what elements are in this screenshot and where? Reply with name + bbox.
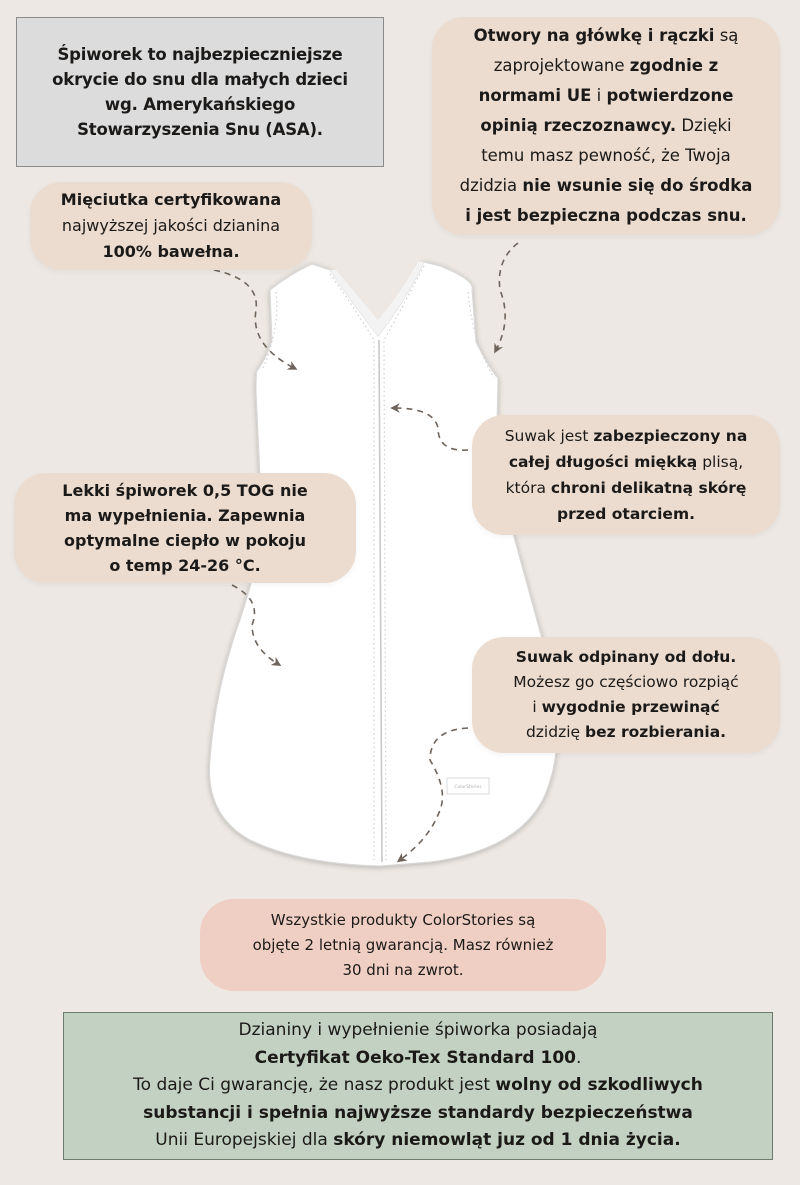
openings-text: zaprojektowane bbox=[493, 56, 630, 75]
bottom-zip-line-4 bbox=[526, 720, 726, 745]
bottom-zip-line-3 bbox=[532, 695, 719, 720]
openings-bold: potwierdzone bbox=[606, 86, 734, 105]
brand-label: ColorStories bbox=[454, 785, 482, 790]
tog-line: o temp 24-26 °C. bbox=[109, 556, 261, 575]
tog-line: optymalne ciepło w pokoju bbox=[64, 531, 306, 550]
openings-text: są bbox=[714, 26, 739, 45]
zipper-line-4: przed otarciem. bbox=[557, 505, 695, 523]
openings-bold: Otwory na główkę i rączki bbox=[473, 26, 715, 45]
warranty-line: objęte 2 letnią gwarancją. Masz również bbox=[252, 935, 554, 954]
cert-bold: skóry niemowląt juz od 1 dnia życia. bbox=[333, 1130, 681, 1151]
cert-standard-name: Certyfikat Oeko-Tex Standard 100 bbox=[254, 1047, 576, 1068]
cert-line-2 bbox=[255, 1045, 582, 1073]
bottom-zip-text: dzidzię bbox=[525, 723, 585, 741]
intro-line: okrycie do snu dla małych dzieci bbox=[52, 70, 348, 89]
bottom-zip-bold: bez rozbierania. bbox=[584, 723, 727, 741]
cert-text: To daje Ci gwarancję, że nasz produkt jest bbox=[133, 1075, 496, 1096]
zipper-callout bbox=[472, 415, 780, 535]
openings-line-6 bbox=[460, 171, 753, 201]
cotton-title: Mięciutka certyfikowana bbox=[60, 190, 282, 209]
zipper-text: Suwak jest bbox=[504, 427, 594, 445]
cert-line-3 bbox=[133, 1072, 703, 1100]
zipper-bold: zabezpieczony na bbox=[593, 427, 748, 445]
intro-line: wg. Amerykańskiego bbox=[104, 95, 296, 114]
openings-line-5: temu masz pewność, że Twoja bbox=[481, 146, 731, 165]
tog-line: ma wypełnienia. Zapewnia bbox=[64, 506, 306, 525]
openings-line-2 bbox=[494, 51, 719, 81]
cotton-desc: najwyższej jakości dzianina bbox=[61, 216, 281, 235]
openings-bold: normami UE bbox=[478, 86, 592, 105]
openings-text: i bbox=[591, 86, 607, 105]
zipper-bold: całej długości miękką bbox=[508, 453, 698, 471]
bottom-zip-title: Suwak odpinany od dołu. bbox=[515, 648, 737, 666]
warranty-line: Wszystkie produkty ColorStories są bbox=[270, 910, 536, 929]
intro-safety-box bbox=[16, 17, 384, 167]
openings-text: dzidzia bbox=[459, 176, 523, 195]
zipper-text: plisą, bbox=[697, 453, 744, 471]
openings-text: Dzięki bbox=[676, 116, 732, 135]
openings-bold: zgodnie z bbox=[629, 56, 719, 75]
cert-text: Unii Europejskiej dla bbox=[155, 1130, 334, 1151]
zipper-line-2 bbox=[509, 449, 743, 475]
bottom-zip-text: i bbox=[532, 698, 542, 716]
openings-bold: opinią rzeczoznawcy. bbox=[480, 116, 677, 135]
cert-line-5 bbox=[155, 1127, 680, 1155]
cert-line-1: Dzianiny i wypełnienie śpiworka posiadają bbox=[238, 1020, 598, 1041]
cert-text: . bbox=[575, 1047, 582, 1068]
warranty-line: 30 dni na zwrot. bbox=[342, 960, 464, 979]
openings-line-1 bbox=[474, 21, 739, 51]
cotton-callout bbox=[30, 182, 312, 270]
warranty-callout bbox=[200, 899, 606, 991]
openings-line-3 bbox=[479, 81, 734, 111]
cotton-material: 100% bawełna. bbox=[102, 242, 240, 261]
zipper-bold: chroni delikatną skórę bbox=[550, 479, 747, 497]
zipper-text: która bbox=[505, 479, 551, 497]
intro-line: Stowarzyszenia Snu (ASA). bbox=[77, 120, 323, 139]
bottom-zip-bold: wygodnie przewinąć bbox=[541, 698, 720, 716]
certificate-box bbox=[63, 1012, 773, 1160]
bottom-zip-line-2: Możesz go częściowo rozpiąć bbox=[513, 673, 739, 691]
openings-line-7: i jest bezpieczna podczas snu. bbox=[465, 206, 747, 225]
zipper-line-3 bbox=[506, 475, 747, 501]
openings-bold: nie wsunie się do środka bbox=[522, 176, 753, 195]
tog-callout bbox=[14, 473, 356, 583]
cert-line-4: substancji i spełnia najwyższe standardy bezpieczeństwa bbox=[143, 1102, 693, 1123]
tog-line: Lekki śpiworek 0,5 TOG nie bbox=[62, 481, 308, 500]
bottom-zipper-callout bbox=[472, 637, 780, 753]
intro-line: Śpiworek to najbezpieczniejsze bbox=[57, 45, 343, 64]
openings-callout bbox=[432, 17, 780, 235]
cert-bold: wolny od szkodliwych bbox=[495, 1075, 703, 1096]
openings-line-4 bbox=[480, 111, 731, 141]
zipper-line-1 bbox=[505, 423, 748, 449]
